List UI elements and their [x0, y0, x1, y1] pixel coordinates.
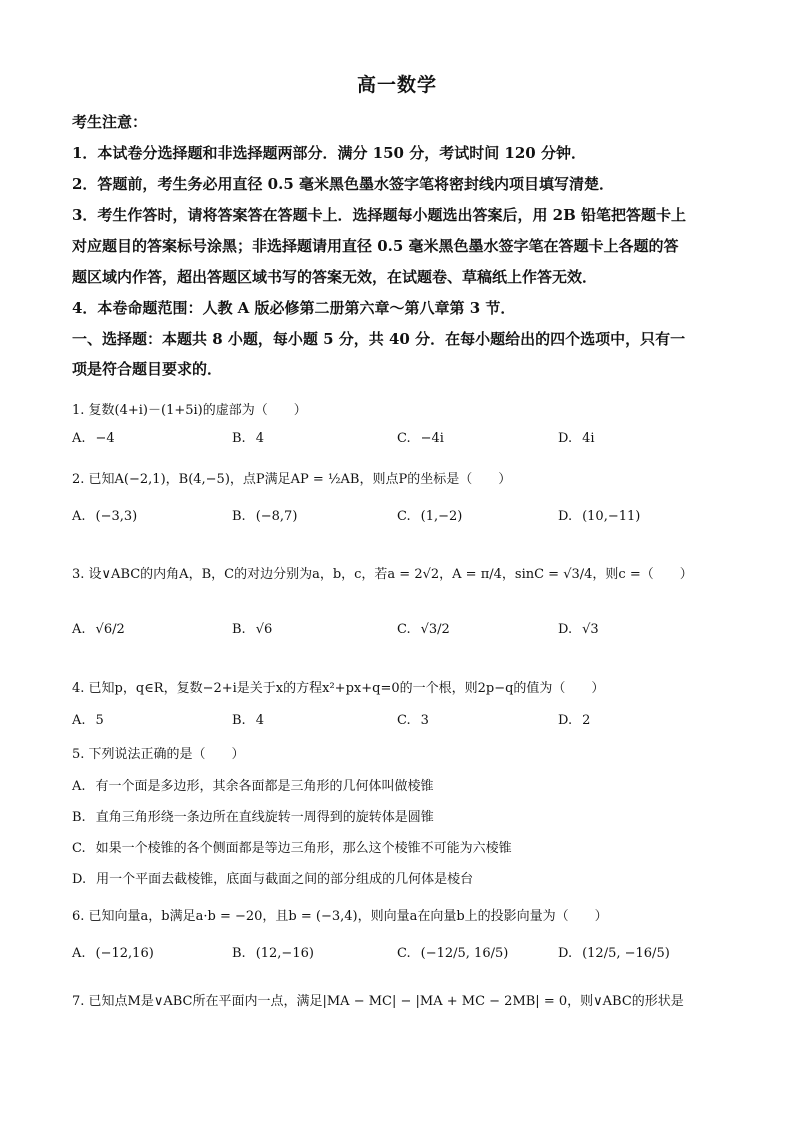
q5-option-d [72, 868, 473, 887]
option-label: C. [397, 946, 411, 961]
q4-option-c [397, 713, 429, 728]
question-4-stem: 4. 已知p，q∈R，复数−2+i是关于x的方程x²+px+q=0的一个根，则2p−q的值为（ ） [72, 681, 605, 696]
option-text: (12/5, −16/5) [582, 946, 670, 961]
question-7-stem: 7. 已知点M是∨ABC所在平面内一点，满足|MA − MC| − |MA + MC − 2MB| = 0，则∨ABC的形状是 [72, 994, 684, 1009]
notice-heading: 考生注意： [72, 113, 148, 131]
q5-option-b [72, 806, 434, 825]
question-6-stem: 6. 已知向量a，b满足a·b = −20，且b = (−3,4)，则向量a在向量b上的投影向量为（ ） [72, 909, 608, 924]
option-text: 5 [95, 713, 104, 728]
section-heading-cont: 项是符合题目要求的． [72, 360, 223, 378]
option-text: −4 [95, 431, 115, 446]
option-text: (−8,7) [255, 509, 298, 524]
option-label: C. [72, 841, 86, 856]
option-label: A. [72, 509, 86, 524]
option-label: A. [72, 622, 86, 637]
option-label: D. [558, 509, 573, 524]
q6-option-a [72, 946, 154, 961]
option-text: −4i [420, 431, 444, 446]
option-text: 直角三角形绕一条边所在直线旋转一周得到的旋转体是圆锥 [95, 810, 434, 825]
option-text: √3 [582, 622, 599, 637]
option-label: D. [558, 946, 573, 961]
q1-option-d [558, 431, 595, 446]
option-text: 4 [255, 431, 264, 446]
notice-line: 4．本卷命题范围：人教 A 版必修第二册第六章～第八章第 3 节． [72, 299, 516, 317]
q3-option-a [72, 622, 125, 637]
q3-option-d [558, 622, 599, 637]
option-label: B. [232, 622, 246, 637]
question-5-stem: 5. 下列说法正确的是（ ） [72, 747, 245, 762]
question-2-stem: 2. 已知A(−2,1)，B(4,−5)，点P满足AP = ½AB，则点P的坐标是（ ） [72, 472, 512, 487]
notice-line: 题区域内作答，超出答题区域书写的答案无效，在试题卷、草稿纸上作答无效． [72, 268, 598, 286]
option-label: C. [397, 622, 411, 637]
notice-line: 1．本试卷分选择题和非选择题两部分．满分 150 分，考试时间 120 分钟． [72, 144, 586, 162]
option-text: (10,−11) [582, 509, 641, 524]
q6-option-b [232, 946, 314, 961]
q1-option-a [72, 431, 115, 446]
question-3-stem: 3. 设∨ABC的内角A，B，C的对边分别为a，b，c，若a = 2√2，A = π/4，sinC = √3/4，则c =（ ） [72, 567, 693, 582]
q4-option-b [232, 713, 264, 728]
option-text: (−12,16) [95, 946, 154, 961]
option-text: 3 [420, 713, 429, 728]
q3-option-b [232, 622, 272, 637]
q3-option-c [397, 622, 450, 637]
notice-line: 对应题目的答案标号涂黑；非选择题请用直径 0.5 毫米黑色墨水签字笔在答题卡上各题的答 [72, 237, 679, 255]
option-text: √3/2 [420, 622, 450, 637]
q6-option-c [397, 946, 508, 961]
option-text: √6 [255, 622, 273, 637]
option-text: (12,−16) [255, 946, 314, 961]
option-label: C. [397, 431, 411, 446]
page-title: 高一数学 [356, 74, 437, 96]
option-label: D. [558, 622, 573, 637]
q6-option-d [558, 946, 670, 961]
question-1-stem: 1. 复数(4+i)－(1+5i)的虚部为（ ） [72, 403, 307, 418]
q2-option-c [397, 509, 462, 524]
option-label: D. [72, 872, 87, 887]
option-label: C. [397, 509, 411, 524]
option-label: D. [558, 431, 573, 446]
q2-option-b [232, 509, 297, 524]
option-label: A. [72, 431, 86, 446]
section-heading: 一、选择题：本题共 8 小题，每小题 5 分，共 40 分．在每小题给出的四个选项中，只有一 [72, 330, 686, 348]
option-text: (−3,3) [95, 509, 138, 524]
option-text: 如果一个棱锥的各个侧面都是等边三角形，那么这个棱锥不可能为六棱锥 [95, 841, 512, 856]
q1-option-b [232, 431, 264, 446]
option-label: A. [72, 779, 86, 794]
q4-option-a [72, 713, 104, 728]
option-text: 4 [255, 713, 264, 728]
q5-option-a [72, 775, 434, 794]
q5-option-c [72, 837, 512, 856]
option-text: 2 [582, 713, 591, 728]
option-text: 4i [582, 431, 595, 446]
option-label: B. [232, 509, 246, 524]
option-label: B. [72, 810, 86, 825]
q2-option-a [72, 509, 137, 524]
option-text: (1,−2) [420, 509, 463, 524]
option-label: A. [72, 713, 86, 728]
q4-option-d [558, 713, 590, 728]
q2-option-d [558, 509, 640, 524]
option-label: A. [72, 946, 86, 961]
option-text: (−12/5, 16/5) [420, 946, 509, 961]
notice-line: 2．答题前，考生务必用直径 0.5 毫米黑色墨水签字笔将密封线内项目填写清楚． [72, 175, 614, 193]
option-text: 用一个平面去截棱锥，底面与截面之间的部分组成的几何体是棱台 [96, 872, 474, 887]
option-label: B. [232, 713, 246, 728]
option-label: C. [397, 713, 411, 728]
option-label: D. [558, 713, 573, 728]
option-text: 有一个面是多边形，其余各面都是三角形的几何体叫做棱锥 [95, 779, 434, 794]
option-label: B. [232, 431, 246, 446]
option-text: √6/2 [95, 622, 125, 637]
notice-line: 3．考生作答时，请将答案答在答题卡上．选择题每小题选出答案后，用 2B 铅笔把答题卡上 [72, 206, 687, 224]
q1-option-c [397, 431, 444, 446]
option-label: B. [232, 946, 246, 961]
